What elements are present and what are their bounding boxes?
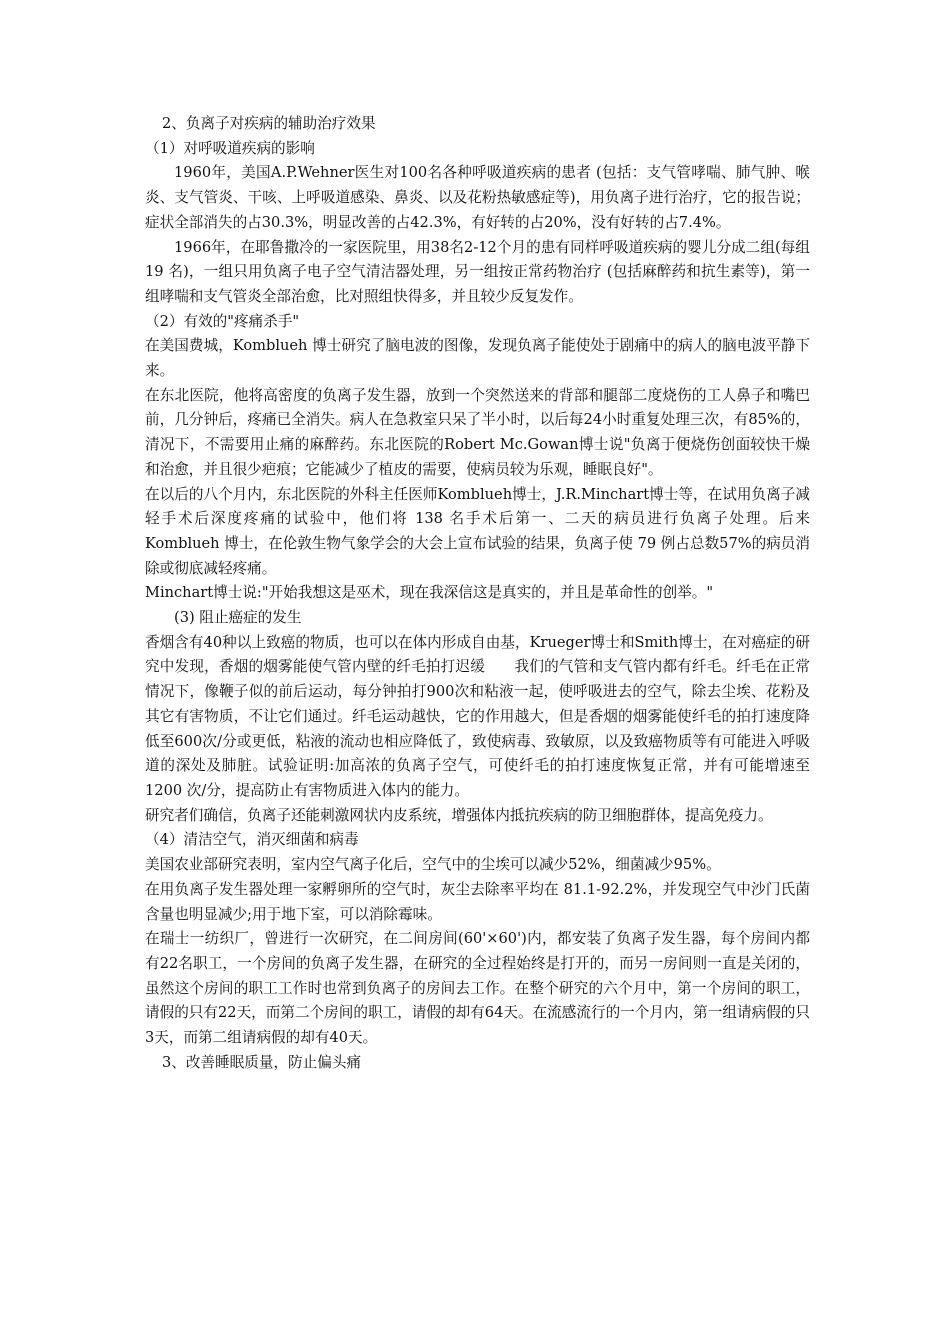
paragraph-4: 在东北医院，他将高密度的负离子发生器，放到一个突然送来的背部和腿部二度烧伤的工人鼻子和嘴巴前，几分钟后，疼痛已全消失。病人在急救室只呆了半小时，以后每24小时重复处理三次，有85%的，清况下，不需要用止痛的麻醉药。东北医院的Robert Mc.Gowan博士说"负离于便烧伤创面较快干燥和治愈，并且很少疤痕；它能减少了植皮的需要，使病员较为乐观，睡眠良好"。	[145, 386, 810, 478]
section-3-heading: 3、改善睡眠质量，防止偏头痛	[162, 1053, 362, 1071]
document-body	[145, 112, 810, 1075]
section-2-heading: 2、负离子对疾病的辅助治疗效果	[162, 115, 376, 132]
subsection-2-heading: （2）有效的"疼痛杀手"	[145, 312, 300, 330]
paragraph-6: Minchart博士说:"开始我想这是巫术，现在我深信这是真实的，并且是革命性的创举。"	[145, 584, 714, 602]
subsection-1-heading: （1）对呼吸道疾病的影响	[145, 139, 315, 157]
subsection-3-heading: (3) 阻止癌症的发生	[174, 609, 302, 627]
paragraph-5: 在以后的八个月内，东北医院的外科主任医师Komblueh博士，J.R.Minchart博士等，在试用负离子减轻手术后深度疼痛的试验中，他们将 138 名手术后第一、二天的病员进行负离子处理。后来 Komblueh 博士，在伦敦生物气象学会的大会上宣布试验的结果，负离子使 79 例占总数57%的病员消除或彻底减轻疼痛。	[145, 485, 810, 577]
paragraph-1: 1960年，美国A.P.Wehner医生对100名各种呼吸道疾病的患者 (包括：支气管哮喘、肺气肿、喉炎、支气管炎、干咳、上呼吸道感染、鼻炎、以及花粉热敏感症等)，用负离子进行治疗，它的报告说；症状全部消失的占30.3%，明显改善的占42.3%，有好转的占20%，没有好转的占7.4%。	[145, 164, 810, 231]
paragraph-8: 研究者们确信，负离子还能刺激网状内皮系统，增强体内抵抗疾病的防卫细胞群体，提高免疫力。	[145, 806, 773, 824]
subsection-4-heading: （4）清洁空气，消灭细菌和病毒	[145, 831, 359, 849]
paragraph-9: 美国农业部研究表明，室内空气离子化后，空气中的尘埃可以减少52%，细菌减少95%。	[145, 856, 721, 874]
paragraph-2: 1966年，在耶鲁撒冷的一家医院里，用38名2-12个月的患有同样呼吸道疾病的婴儿分成二组(每组 19 名)，一组只用负离子电子空气清洁器处理，另一组按正常药物治疗 (包括麻醉药和抗生素等)，第一组哮喘和支气管炎全部治愈，比对照组快得多，并且较少反复发作。	[145, 238, 810, 305]
paragraph-10: 在用负离子发生器处理一家孵卵所的空气时，灰尘去除率平均在 81.1-92.2%，并发现空气中沙门氏菌含量也明显减少;用于地下室，可以消除霉味。	[145, 880, 810, 923]
paragraph-3: 在美国费城，Komblueh 博士研究了脑电波的图像，发现负离子能使处于剧痛中的病人的脑电波平静下来。	[145, 337, 810, 380]
paragraph-7: 香烟含有40种以上致癌的物质，也可以在体内形成自由基，Krueger博士和Smith博士，在对癌症的研究中发现，香烟的烟雾能使气管内壁的纤毛拍打迟缓 我们的气管和支气管内都有纤毛。纤毛在正常情况下，像鞭子似的前后运动，每分钟拍打900次和粘液一起，使呼吸进去的空气，除去尘埃、花粉及其它有害物质，不让它们通过。纤毛运动越快，它的作用越大，但是香烟的烟雾能使纤毛的拍打速度降低至600次/分或更低，粘液的流动也相应降低了，致使病毒、致敏原，以及致癌物质等有可能进入呼吸道的深处及肺脏。试验证明:加高浓的负离子空气，可使纤毛的拍打速度恢复正常，并有可能增速至 1200 次/分，提高防止有害物质进入体内的能力。	[145, 633, 810, 799]
paragraph-11: 在瑞士一纺织厂，曾进行一次研究，在二间房间(60'×60')内，都安装了负离子发生器，每个房间内都有22名职工，一个房间的负离子发生器，在研究的全过程始终是打开的，而另一房间则一直是关闭的，虽然这个房间的职工工作时也常到负离子的房间去工作。在整个研究的六个月中，第一个房间的职工，请假的只有22天，而第二个房间的职工，请假的却有64天。在流感流行的一个月内，第一组请病假的只3天，而第二组请病假的却有40天。	[145, 930, 810, 1047]
